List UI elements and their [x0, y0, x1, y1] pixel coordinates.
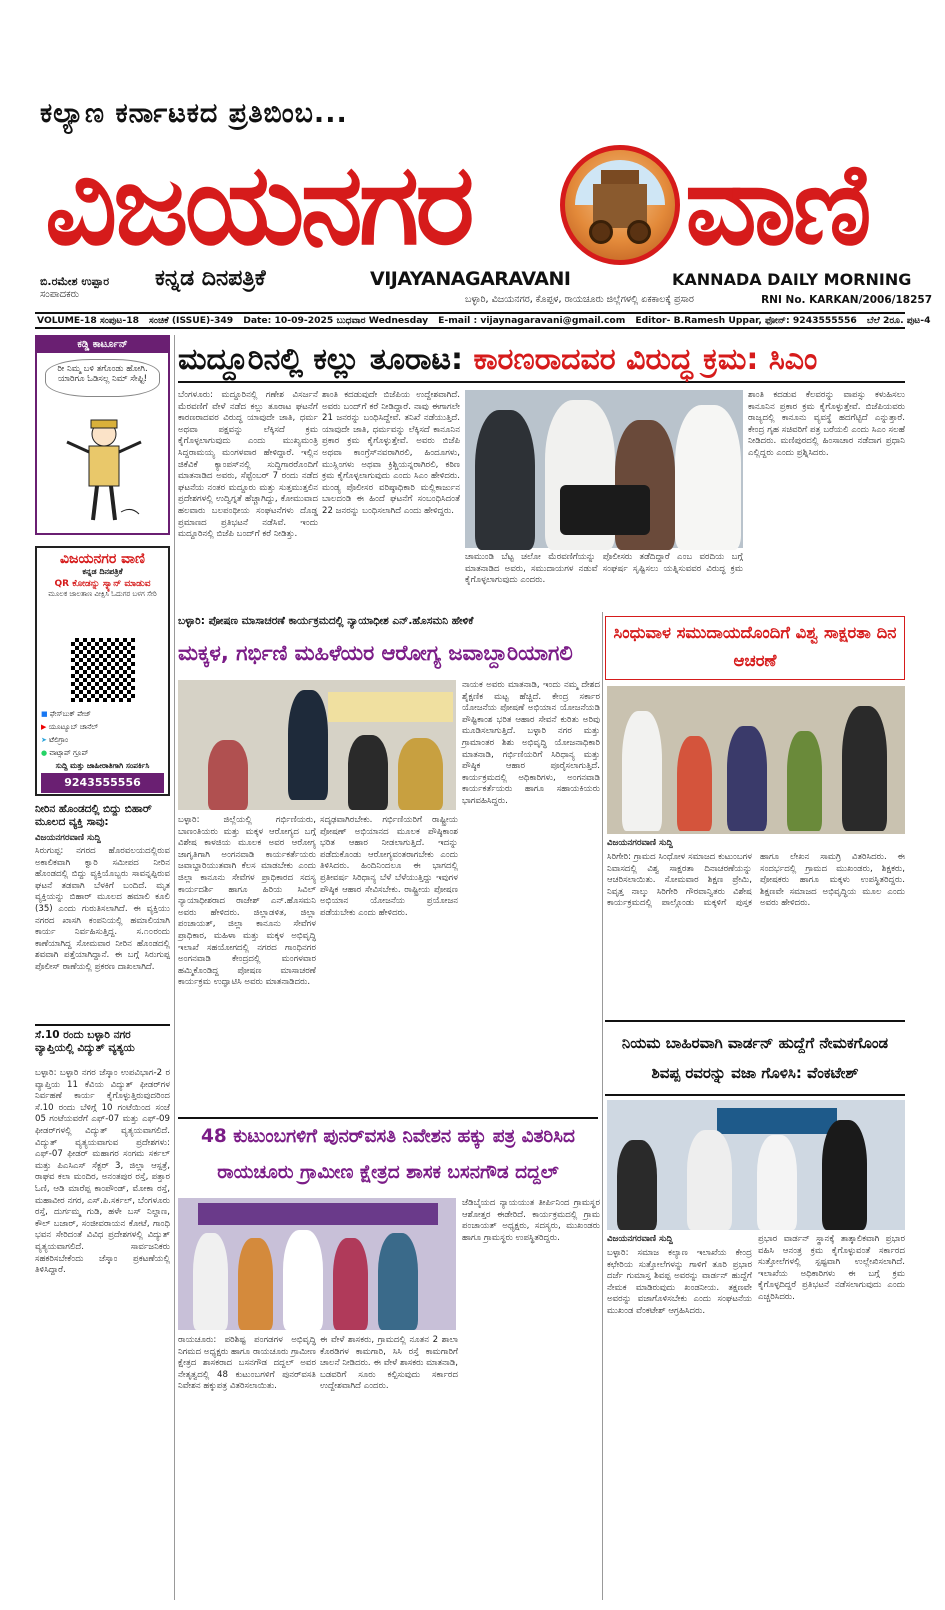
sindhu-dateline: ವಿಜಯನಗರವಾಣಿ ಸುದ್ದಿ — [607, 838, 673, 848]
logo-wordmark-vani: ವಾಣಿ — [685, 140, 868, 270]
telegram-icon: ➤ — [41, 736, 47, 744]
story48-col2: ಈ ವೇಳೆ ಶಾಸಕರು, ಗ್ರಾಮದಲ್ಲಿ ನೂತನ 2 ಶಾಲಾ ಕೊಠಡಿಗಳ ಕಾಮಗಾರಿ, ಸಿಸಿ ರಸ್ತೆ ಕಾಮಗಾರಿಗೆ ಚಾಲನೆ ನೀಡಿದರು. ಈ ವೇಳೆ ಶಾಸಕರು ಮಾತನಾಡಿ, ಬಡವರಿಗೆ ಸೂರು ಕಲ್ಪಿಸುವುದು ಸರ್ಕಾರದ ಉದ್ದೇಶವಾಗಿದೆ ಎಂದರು. — [320, 1335, 458, 1392]
circulation-places: ಬಳ್ಳಾರಿ, ವಿಜಯನಗರ, ಕೊಪ್ಪಳ, ರಾಯಚೂರು ಜಿಲ್ಲೆಗಳಲ್ಲಿ ಏಕಕಾಲಕ್ಕೆ ಪ್ರಸಾರ — [465, 294, 694, 305]
story48-headline: 48 ಕುಟುಂಬಗಳಿಗೆ ಪುನರ್‌ವಸತಿ ನಿವೇಶನ ಹಕ್ಕು ಪತ್ರ ವಿತರಿಸಿದ ರಾಯಚೂರು ಗ್ರಾಮೀಣ ಕ್ಷೇತ್ರದ ಶಾಸಕ ಬಸನಗೌಡ ದದ್ದಲ್ — [178, 1117, 598, 1193]
telegram-link[interactable]: ➤ ಟೆಲಿಗ್ರಾಂ — [41, 736, 69, 744]
facebook-link[interactable]: ■ ಫೇಸ್‌ಬುಕ್ ಪೇಜ್ — [41, 710, 91, 718]
facebook-icon: ■ — [41, 710, 48, 718]
story1-dateline: ವಿಜಯನಗರವಾಣಿ ಸುದ್ದಿ — [35, 833, 101, 843]
promo-lines: ಮೂಲಕ ಜಾಲತಾಣ ವೀಕ್ಷಿಸಿ ಓದುಗರ ಬಳಗ ಸೇರಿ — [48, 590, 157, 598]
title-deed-distribution-photo — [178, 1198, 456, 1330]
kids-col1: ಬಳ್ಳಾರಿ: ಜಿಲ್ಲೆಯಲ್ಲಿ ಗರ್ಭಿಣಿಯರು, ಬಾಣಂತಿಯರು ಮತ್ತು ಮಕ್ಕಳ ಆರೋಗ್ಯದ ಬಗ್ಗೆ ವಿಶೇಷ ಕಾಳಜಿಯ ಮೂಲಕ ಅವರ ಆರೋಗ್ಯ ಜಾಗೃತಿಗಾಗಿ ಅಂಗನವಾಡಿ ಕಾರ್ಯಕರ್ತೆಯರು ಜವಾಬ್ದಾರಿಯುತವಾಗಿ ಕೆಲಸ ಮಾಡಬೇಕು ಎಂದು ಜಿಲ್ಲಾ ಕಾನೂನು ಸೇವೆಗಳ ಪ್ರಾಧಿಕಾರದ ಸದಸ್ಯ ಕಾರ್ಯದರ್ಶಿ ಹಾಗೂ ಹಿರಿಯ ಸಿವಿಲ್ ನ್ಯಾಯಾಧೀಶರಾದ ರಾಜೇಶ್ ಎನ್.ಹೊಸಮನಿ ಅವರು ಹೇಳಿದರು. ಜಿಲ್ಲಾಡಳಿತ, ಜಿಲ್ಲಾ ಪಂಚಾಯತ್, ಜಿಲ್ಲಾ ಕಾನೂನು ಸೇವೆಗಳ ಪ್ರಾಧಿಕಾರ, ಮಹಿಳಾ ಮತ್ತು ಮಕ್ಕಳ ಅಭಿವೃದ್ಧಿ ಇಲಾಖೆ ಸಹಯೋಗದಲ್ಲಿ ನಗರದ ಗಾಂಧಿನಗರ ಅಂಗನವಾಡಿ ಕೇಂದ್ರದಲ್ಲಿ ಮಂಗಳವಾರ ಹಮ್ಮಿಕೊಂಡಿದ್ದ ಪೋಷಣ ಮಾಸಾಚರಣೆ ಕಾರ್ಯಕ್ರಮ ಉದ್ಘಾಟಿಸಿ ಅವರು ಮಾತನಾಡಿದರು. — [178, 815, 316, 988]
warden-headline: ನಿಯಮ ಬಾಹಿರವಾಗಿ ವಾರ್ಡನ್ ಹುದ್ದೆಗೆ ನೇಮಕಗೊಂಡ ಶಿವಪ್ಪ ರವರನ್ನು ವಜಾ ಗೊಳಿಸಿ: ವೆಂಕಟೇಶ್ — [605, 1020, 905, 1096]
story48-col1: ರಾಯಚೂರು: ಪರಿಶಿಷ್ಟ ಪಂಗಡಗಳ ಅಭಿವೃದ್ಧಿ ನಿಗಮದ ಅಧ್ಯಕ್ಷರು ಹಾಗೂ ರಾಯಚೂರು ಗ್ರಾಮೀಣ ಕ್ಷೇತ್ರದ ಶಾಸಕರಾದ ಬಸನಗೌಡ ದದ್ದಲ್ ಅವರ ನೇತೃತ್ವದಲ್ಲಿ 48 ಕುಟುಂಬಗಳಿಗೆ ಪುನರ್‌ವಸತಿ ನಿವೇಶನ ಹಕ್ಕುಪತ್ರ ವಿತರಿಸಲಾಯಿತು. — [178, 1335, 316, 1392]
english-daily-label: KANNADA DAILY MORNING — [672, 270, 912, 289]
qr-code-icon[interactable] — [71, 638, 135, 702]
warden-dateline: ವಿಜಯನಗರವಾಣಿ ಸುದ್ದಿ — [607, 1234, 673, 1244]
whatsapp-icon: ● — [41, 749, 48, 757]
lead-col3: ಚಾಮುಂಡಿ ಬೆಟ್ಟ ಚಲೋ ಮೆರವಣಿಗೆಯನ್ನು ಪೊಲೀಸರು ತಡೆದಿದ್ದಾರೆ ಎಂಬ ವರದಿಯ ಬಗ್ಗೆ ಮಾತನಾಡಿದ ಅವರು, ಸಮುದಾಯಗಳ ನಡುವೆ ಸಂಘರ್ಷ ಸೃಷ್ಟಿಸಲು ಯತ್ನಿಸುವವರ ವಿರುದ್ಧ ಕ್ರಮ ಕೈಗೊಳ್ಳಲಾಗುವುದು ಎಂದರು. — [465, 552, 743, 586]
tagline: ಕಲ್ಯಾಣ ಕರ್ನಾಟಕದ ಪ್ರತಿಬಿಂಬ... — [40, 98, 348, 129]
story2-body: ಬಳ್ಳಾರಿ: ಬಳ್ಳಾರಿ ನಗರ ಜೆಸ್ಕಾಂ ಉಪವಿಭಾಗ-2 ರ ವ್ಯಾಪ್ತಿಯ 11 ಕೆವಿಯ ವಿದ್ಯುತ್ ಫೀಡರ್‌ಗಳ ನಿರ್ವಹಣೆ ಕಾರ್ಯ ಕೈಗೊಳ್ಳುತ್ತಿರುವುದರಿಂದ ಸೆ.10 ರಂದು ಬೆಳಿಗ್ಗೆ 10 ಗಂಟೆಯಿಂದ ಸಂಜೆ 05 ಗಂಟೆಯವರೆಗೆ ಎಫ್-07 ಮತ್ತು ಎಫ್-09 ಫೀಡರ್‌ಗಳಲ್ಲಿ ವಿದ್ಯುತ್ ವ್ಯತ್ಯಯವಾಗಲಿದೆ. ವಿದ್ಯುತ್ ವ್ಯತ್ಯಯವಾಗುವ ಪ್ರದೇಶಗಳು: ಎಫ್-07 ಫೀಡರ್ ಮಹಾಗರ ಸಂಗಮ ಸರ್ಕಲ್ ಮತ್ತು ಪಿಎಸಿಎಸ್ ಸೆಕ್ಟರ್ 3, ಜಿಲ್ಲಾ ಆಸ್ಪತ್ರೆ, ರಾಘವ ಕಲಾ ಮಂದಿರ, ಅನಂತಪುರ ರಸ್ತೆ, ಪತ್ತಾರ ಓಣಿ, ಆಡಿ ಮಾರೆಪ್ಪ ಕಾಂಪೌಂಡ್, ಮೋಕಾ ರಸ್ತೆ, ಮಹಾವೀರ ನಗರ, ಎಸ್.ಪಿ.ಸರ್ಕಲ್, ಬೆಂಗಳೂರು ರಸ್ತೆ, ದುರ್ಗಮ್ಮ ಗುಡಿ, ಹಳೇ ಬಸ್ ನಿಲ್ದಾಣ, ಕೌಲ್ ಬಜಾರ್, ಸಂಜೀವರಾಯನ ಕೋಟೆ, ಗಾಂಧಿ ಭವನ ಸೇರಿದಂತೆ ವಿವಿಧ ಪ್ರದೇಶಗಳಲ್ಲಿ ವಿದ್ಯುತ್ ವ್ಯತ್ಯಯವಾಗಲಿದೆ. ಸಾರ್ವಜನಿಕರು ಸಹಕರಿಸಬೇಕೆಂದು ಜೆಸ್ಕಾಂ ಪ್ರಕಟಣೆಯಲ್ಲಿ ತಿಳಿಸಿದ್ದಾರೆ. — [35, 1068, 170, 1276]
column-rule — [174, 335, 175, 1600]
cartoon-box — [35, 335, 170, 535]
kids-col2: ಸದೃಢವಾಗಿರಬೇಕು. ಗರ್ಭಿಣಿಯರಿಗೆ ರಾಷ್ಟ್ರೀಯ ಪೋಷಣ್ ಅಭಿಯಾನದ ಮೂಲಕ ಪೌಷ್ಠಿಕಾಂಶ ಭರಿತ ಆಹಾರ ನೀಡಲಾಗುತ್ತಿದೆ. ಇದನ್ನು ಪಡೆದುಕೊಂಡು ಆರೋಗ್ಯವಂತರಾಗಬೇಕು ಎಂದು ತಿಳಿಸಿದರು. ಹಿಂದಿನಿಂದಲೂ ಈ ಭಾಗದಲ್ಲಿ ಪ್ರತೀವರ್ಷ ಸಿರಿಧಾನ್ಯ ಬೆಳೆ ಬೆಳೆಯುತ್ತಿದ್ದು ಇವುಗಳ ಪೌಷ್ಠಿಕ ಆಹಾರ ಸೇವಿಸಬೇಕು. ರಾಷ್ಟ್ರೀಯ ಪೋಷಣ ಅಭಿಯಾನ ಯೋಜನೆಯ ಪ್ರಯೋಜನ ಪಡೆಯಬೇಕು ಎಂದು ಹೇಳಿದರು. — [320, 815, 458, 918]
nutrition-event-photo — [178, 680, 456, 810]
literacy-day-photo — [607, 686, 905, 834]
english-title: VIJAYANAGARAVANI — [370, 268, 571, 290]
promo-contact: ಸುದ್ದಿ ಮತ್ತು ಜಾಹೀರಾತಿಗಾಗಿ ಸಂಪರ್ಕಿಸಿ — [55, 761, 150, 770]
editor: Editor- B.Ramesh Uppar, ಫೋನ್: 9243555556 — [635, 315, 857, 326]
lead-headline-part1: ಮದ್ದೂರಿನಲ್ಲಿ ಕಲ್ಲು ತೂರಾಟ: — [178, 342, 464, 377]
promo-box — [35, 546, 170, 796]
kids-headline: ಮಕ್ಕಳ, ಗರ್ಭಿಣಿ ಮಹಿಳೆಯರ ಆರೋಗ್ಯ ಜವಾಬ್ದಾರಿಯಾಗಲಿ — [178, 641, 573, 665]
promo-phone[interactable]: 9243555556 — [41, 773, 164, 793]
hampi-chariot-emblem-icon — [560, 145, 680, 265]
column-rule-2 — [602, 612, 603, 1600]
issue: ಸಂಚಿಕೆ (ISSUE)-349 — [149, 315, 234, 326]
promo-social-list — [41, 708, 166, 760]
youtube-link[interactable]: ▶ ಯೂಟ್ಯೂಬ್ ಚಾನೆಲ್ — [41, 723, 99, 731]
promo-qr-text: QR ಕೋಡನ್ನು ಸ್ಕ್ಯಾನ್ ಮಾಡುವ — [54, 579, 151, 589]
cm-press-photo — [465, 390, 743, 548]
kids-col3: ನಾಯಕ ಅವರು ಮಾತನಾಡಿ, ಇಂದು ನಮ್ಮ ದೇಶದ ಶೈಕ್ಷಣಿಕ ಮಟ್ಟ ಹೆಚ್ಚಿದೆ. ಕೇಂದ್ರ ಸರ್ಕಾರ ಯೋಜನೆಯ ಪೋಷಣೆ ಅಭಿಯಾನ ಯೋಜನೆಯಡಿ ಪೌಷ್ಟಿಕಾಂಶ ಭರಿತ ಆಹಾರ ಸೇವನೆ ಕುರಿತು ಅರಿವು ಮೂಡಿಸಲಾಗುತ್ತಿದೆ. ಬಳ್ಳಾರಿ ನಗರ ಮತ್ತು ಗ್ರಾಮಾಂತರ ಶಿಶು ಅಭಿವೃದ್ಧಿ ಯೋಜನಾಧಿಕಾರಿ ಮಾತನಾಡಿ, ಗರ್ಭಿಣಿಯರಿಗೆ ಸಿರಿಧಾನ್ಯ ಮತ್ತು ಪೌಷ್ಠಿಕ ಆಹಾರ ಪೂರೈಸಲಾಗುತ್ತಿದೆ. ಕಾರ್ಯಕ್ರಮದಲ್ಲಿ ಅಧಿಕಾರಿಗಳು, ಅಂಗನವಾಡಿ ಕಾರ್ಯಕರ್ತೆಯರು ಹಾಗೂ ಸಹಾಯಕಿಯರು ಭಾಗವಹಿಸಿದ್ದರು. — [462, 680, 600, 806]
lead-headline-part2: ಕಾರಣರಾದವರ ವಿರುದ್ಧ ಕ್ರಮ: ಸಿಎಂ — [473, 342, 818, 377]
date: Date: 10-09-2025 ಬುಧವಾರ Wednesday — [243, 315, 429, 326]
logo-wordmark: ವಿಜಯನಗರ — [45, 140, 471, 270]
lead-headline — [178, 337, 905, 383]
kannada-daily-label: ಕನ್ನಡ ದಿನಪತ್ರಿಕೆ — [155, 266, 266, 291]
editor-role: ಸಂಪಾದಕರು — [40, 289, 80, 300]
promo-sub: ಕನ್ನಡ ದಿನಪತ್ರಿಕೆ — [82, 567, 123, 576]
sindhu-body: ಸಿರಿಗೇರಿ: ಗ್ರಾಮದ ಸಿಂಧೋಳ ಸಮಾಜದ ಕುಟುಂಬಗಳ ನಿವಾಸದಲ್ಲಿ ವಿಶ್ವ ಸಾಕ್ಷರತಾ ದಿನಾಚರಣೆಯನ್ನು ಆಚರಿಸಲಾಯಿತು. ಸೋಮವಾರ ಶಿಕ್ಷಣ ಪ್ರೇಮಿ, ನಿವೃತ್ತ ನಾಲ್ಕು ಸಿರಿಗೇರಿ ಗೌರವಾನ್ವಿತರು ವಿಶೇಷ ಕಾರ್ಯಕ್ರಮದಲ್ಲಿ ಪಾಲ್ಗೊಂಡು ಮಕ್ಕಳಿಗೆ ಪುಸ್ತಕ ಹಾಗೂ ಲೇಖನ ಸಾಮಗ್ರಿ ವಿತರಿಸಿದರು. ಈ ಸಂದರ್ಭದಲ್ಲಿ ಗ್ರಾಮದ ಮುಖಂಡರು, ಶಿಕ್ಷಕರು, ಪೋಷಕರು ಹಾಗೂ ಮಕ್ಕಳು ಉಪಸ್ಥಿತರಿದ್ದರು. ಶಿಕ್ಷಣವೇ ಸಮಾಜದ ಅಭಿವೃದ್ಧಿಯ ಮೂಲ ಎಂದು ಅವರು ಹೇಳಿದರು. — [607, 852, 905, 909]
sindhu-headline: ಸಿಂಧುವಾಳ ಸಮುದಾಯದೊಂದಿಗೆ ವಿಶ್ವ ಸಾಕ್ಷರತಾ ದಿನ ಆಚರಣೆ — [605, 616, 905, 680]
email[interactable]: E-mail : vijaynagaravani@gmail.com — [438, 315, 626, 326]
story1-body: ಸಿರುಗುಪ್ಪ: ನಗರದ ಹೊರವಲಯದಲ್ಲಿರುವ ಅಕಾಲಿಕವಾಗಿ ಕ್ವಾರಿ ಸಮೀಪದ ನೀರಿನ ಹೊಂಡದಲ್ಲಿ ಬಿದ್ದು ವ್ಯಕ್ತಿಯೊಬ್ಬರು ಸಾವನ್ನಪ್ಪಿರುವ ಘಟನೆ ತಡವಾಗಿ ಬೆಳಕಿಗೆ ಬಂದಿದೆ. ಮೃತ ವ್ಯಕ್ತಿಯನ್ನು ಬಿಹಾರ್ ಮೂಲದ ಹಮಾಲಿ ಕೂಲಿ (35) ಎಂದು ಗುರುತಿಸಲಾಗಿದೆ. ಈ ವ್ಯಕ್ತಿಯು ನಗರದ ಖಾಸಗಿ ಕಂಪನಿಯಲ್ಲಿ ಹಮಾಲಿಯಾಗಿ ಕಾರ್ಯ ನಿರ್ವಹಿಸುತ್ತಿದ್ದ. ಸ.೧೦ರಂದು ಕಾಣೆಯಾಗಿದ್ದ ಸೋಮವಾರ ನೀರಿನ ಹೊಂಡದಲ್ಲಿ ಶವವಾಗಿ ಪತ್ತೆಯಾಗಿದ್ದಾನೆ. ಈ ಬಗ್ಗೆ ಸಿರುಗುಪ್ಪ ಪೊಲೀಸ್ ಠಾಣೆಯಲ್ಲಿ ಪ್ರಕರಣ ದಾಖಲಾಗಿದೆ. — [35, 846, 170, 972]
story2-title: ಸೆ.10 ರಂದು ಬಳ್ಳಾರಿ ನಗರ ವ್ಯಾಪ್ತಿಯಲ್ಲಿ ವಿದ್ಯುತ್ ವ್ಯತ್ಯಯ — [35, 1024, 170, 1055]
issue-info-bar — [35, 312, 931, 329]
promo-logo: ವಿಜಯನಗರ ವಾಣಿ — [60, 551, 145, 567]
lead-col2: ಶಾಂತಿ ಕದಡುವುದೇ ಬಿಜೆಪಿಯ ಉದ್ದೇಶವಾಗಿದೆ. ಅವರು ಬಂದ್‌ಗೆ ಕರೆ ನೀಡಿದ್ದಾರೆ. ನಾವು ಈಗಾಗಲೇ 21 ಜನರನ್ನು ಬಂಧಿಸಿದ್ದೇವೆ. ತನಿಖೆ ನಡೆಯುತ್ತಿದೆ. ಯಾವುದೇ ಜಾತಿ, ಧರ್ಮವನ್ನು ಲೆಕ್ಕಿಸದೆ ಕಾನೂನಿನ ಪ್ರಕಾರ ಕ್ರಮ ಕೈಗೊಳ್ಳುತ್ತೇವೆ. ಅವರು ಬಿಜೆಪಿ ಅಥವಾ ಕಾಂಗ್ರೆಸ್‌ನವರಾಗಿರಲಿ, ಹಿಂದೂಗಳು, ಮುಸ್ಲಿಂಗಳು ಅಥವಾ ಕ್ರಿಶ್ಚಿಯನ್ನರಾಗಿರಲಿ, ಕಠಿಣ ಕ್ರಮ ಕೈಗೊಳ್ಳಲಾಗುವುದು ಎಂದು ಸಿಎಂ ಹೇಳಿದರು. ಮಂಡ್ಯ ಪೊಲೀಸರ ವರಿಷ್ಠಾಧಿಕಾರಿ ಮಲ್ಲಿಕಾರ್ಜುನ ಬಾಲದಂಡಿ ಈ ಹಿಂದೆ ಘಟನೆಗೆ ಸಂಬಂಧಿಸಿದಂತೆ 22 ಜನರನ್ನು ಬಂಧಿಸಲಾಗಿದೆ ಎಂದು ಹೇಳಿದ್ದರು. — [322, 390, 460, 516]
youtube-icon: ▶ — [41, 723, 47, 731]
cartoon-policeman-icon — [59, 412, 149, 527]
editor-name: ಬಿ.ರಮೇಶ ಉಪ್ಪಾರ — [40, 275, 110, 288]
lead-col4: ಶಾಂತಿ ಕದಡುವ ಕೆಲವರನ್ನು ವಾಪಸ್ಸು ಕಳುಹಿಸಲು ಕಾನೂನಿನ ಪ್ರಕಾರ ಕ್ರಮ ಕೈಗೊಳ್ಳುತ್ತೇವೆ. ಬಿಜೆಪಿಯವರು ರಾಜ್ಯದಲ್ಲಿ ಕಾನೂನು ವ್ಯವಸ್ಥೆ ಹದಗೆಟ್ಟಿದೆ ಎನ್ನುತ್ತಾರೆ. ಕೇಂದ್ರ ಗೃಹ ಸಚಿವರಿಗೆ ಪತ್ರ ಬರೆಯಲಿ ಎಂದು ಸಿಎಂ ಸಲಹೆ ನೀಡಿದರು. ಮಣಿಪುರದಲ್ಲಿ ಹಿಂಸಾಚಾರ ನಡೆದಾಗ ಪ್ರಧಾನಿ ಎಲ್ಲಿದ್ದರು ಎಂದು ಪ್ರಶ್ನಿಸಿದರು. — [748, 390, 905, 458]
cartoon-speech: ರೀ ನಿಮ್ಮ ಬಳಿ ತಗೊಂಡು ಹೋಗಿ. ಯಾರಿಗೂ ಓಡಿಸಲ್ಲ ನಿಮ್ ಸೇಫ್ಟಿ! — [45, 359, 160, 397]
price: ಬೆಲೆ 2ರೂ. ಪುಟ-4 — [866, 315, 931, 326]
story48-col3: ಜೆಡಿಬೈಯದ ನ್ಯಾಯಯುತ ತೀರ್ಪಿನಿಂದ ಗ್ರಾಮಸ್ಥರ ಆಶೋತ್ತರ ಈಡೇರಿದೆ. ಕಾರ್ಯಕ್ರಮದಲ್ಲಿ ಗ್ರಾಮ ಪಂಚಾಯತ್ ಅಧ್ಯಕ್ಷರು, ಸದಸ್ಯರು, ಮುಖಂಡರು ಹಾಗೂ ಗ್ರಾಮಸ್ಥರು ಉಪಸ್ಥಿತರಿದ್ದರು. — [462, 1198, 600, 1243]
lead-col1: ಬೆಂಗಳೂರು: ಮದ್ದೂರಿನಲ್ಲಿ ಗಣೇಶ ವಿಸರ್ಜನೆ ಮೆರವಣಿಗೆ ವೇಳೆ ನಡೆದ ಕಲ್ಲು ತೂರಾಟ ಘಟನೆಗೆ ಕಾರಣರಾದವರ ವಿರುದ್ಧ ಯಾವುದೇ ಜಾತಿ, ಧರ್ಮ ಅಥವಾ ಪಕ್ಷವನ್ನು ಲೆಕ್ಕಿಸದೆ ಕ್ರಮ ಕೈಗೊಳ್ಳಲಾಗುವುದು ಎಂದು ಮುಖ್ಯಮಂತ್ರಿ ಸಿದ್ದರಾಮಯ್ಯ ಮಂಗಳವಾರ ಹೇಳಿದ್ದಾರೆ. ಇಲ್ಲಿನ ಜಿಕೆವಿಕೆ ಕ್ಯಾಂಪಸ್‌ನಲ್ಲಿ ಸುದ್ದಿಗಾರರೊಂದಿಗೆ ಮಾತನಾಡಿದ ಅವರು, ಸೆಪ್ಟೆಂಬರ್ 7 ರಂದು ನಡೆದ ಘಟನೆಯ ನಂತರ ಮದ್ದೂರು ಮತ್ತು ಸುತ್ತಮುತ್ತಲಿನ ಪ್ರದೇಶಗಳಲ್ಲಿ ಉದ್ವಿಗ್ನತೆ ಹೆಚ್ಚಾಗಿದ್ದು, ಕೋಮುವಾದ ಹಲವಾರು ಬಲಪಂಥೀಯ ಸಂಘಟನೆಗಳು ದೊಡ್ಡ ಪ್ರಮಾಣದ ಪ್ರತಿಭಟನೆ ನಡೆಸಿವೆ. ಇಂದು ಮದ್ದೂರಿನಲ್ಲಿ ಬಿಜೆಪಿ ಬಂದ್‌ಗೆ ಕರೆ ನೀಡಿತ್ತು. — [178, 390, 318, 540]
rni-number: RNI No. KARKAN/2006/18257 — [761, 294, 932, 306]
story1-title: ನೀರಿನ ಹೊಂಡದಲ್ಲಿ ಬಿದ್ದು ಬಿಹಾರ್ ಮೂಲದ ವ್ಯಕ್ತಿ ಸಾವು: — [35, 803, 152, 828]
warden-memorandum-photo — [607, 1100, 905, 1230]
warden-col2: ಪ್ರಭಾರ ವಾರ್ಡನ್ ಸ್ಥಾನಕ್ಕೆ ತಾತ್ಕಾಲಿಕವಾಗಿ ಪ್ರಭಾರ ವಹಿಸಿ ಆನಂತ್ರ ಕ್ರಮ ಕೈಗೊಳ್ಳುವಂತೆ ಸರ್ಕಾರದ ಸುತ್ತೋಲೆಗಳಲ್ಲಿ ಸ್ಪಷ್ಟವಾಗಿ ಉಲ್ಲೇಖಿಸಲಾಗಿದೆ. ಇಲಾಖೆಯ ಅಧಿಕಾರಿಗಳು ಈ ಬಗ್ಗೆ ಕ್ರಮ ಕೈಗೊಳ್ಳದಿದ್ದರೆ ಪ್ರತಿಭಟನೆ ನಡೆಸಲಾಗುವುದು ಎಂದು ಎಚ್ಚರಿಸಿದರು. — [758, 1234, 905, 1302]
volume: VOLUME-18 ಸಂಪುಟ-18 — [37, 315, 139, 326]
warden-col1: ಬಳ್ಳಾರಿ: ಸಮಾಜ ಕಲ್ಯಾಣ ಇಲಾಖೆಯ ಕೇಂದ್ರ ಕಛೇರಿಯ ಸುತ್ತೋಲೆಗಳನ್ನು ಗಾಳಿಗೆ ತೂರಿ ಪ್ರಭಾರ ದರ್ಜೆ ಗುಮಾಸ್ತ ಶಿವಪ್ಪ ಅವರನ್ನು ವಾರ್ಡನ್ ಹುದ್ದೆಗೆ ನೇಮಕ ಮಾಡಿರುವುದು ಖಂಡನೀಯ. ತಕ್ಷಣವೇ ಅವರನ್ನು ವಜಾಗೊಳಿಸಬೇಕು ಎಂದು ಸಂಘಟನೆಯ ಮುಖಂಡ ವೆಂಕಟೇಶ್ ಆಗ್ರಹಿಸಿದರು. — [607, 1248, 752, 1316]
kids-kicker: ಬಳ್ಳಾರಿ: ಪೋಷಣ ಮಾಸಾಚರಣೆ ಕಾರ್ಯಕ್ರಮದಲ್ಲಿ ನ್ಯಾಯಾಧೀಶ ಎನ್.ಹೊಸಮನಿ ಹೇಳಿಕೆ — [178, 615, 474, 627]
whatsapp-link[interactable]: ● ವಾಟ್ಸಾಪ್ ಗ್ರೂಪ್ — [41, 749, 89, 757]
cartoon-title: ಕಡ್ಡಿ ಕಾರ್ಟೂನ್ — [37, 337, 168, 353]
